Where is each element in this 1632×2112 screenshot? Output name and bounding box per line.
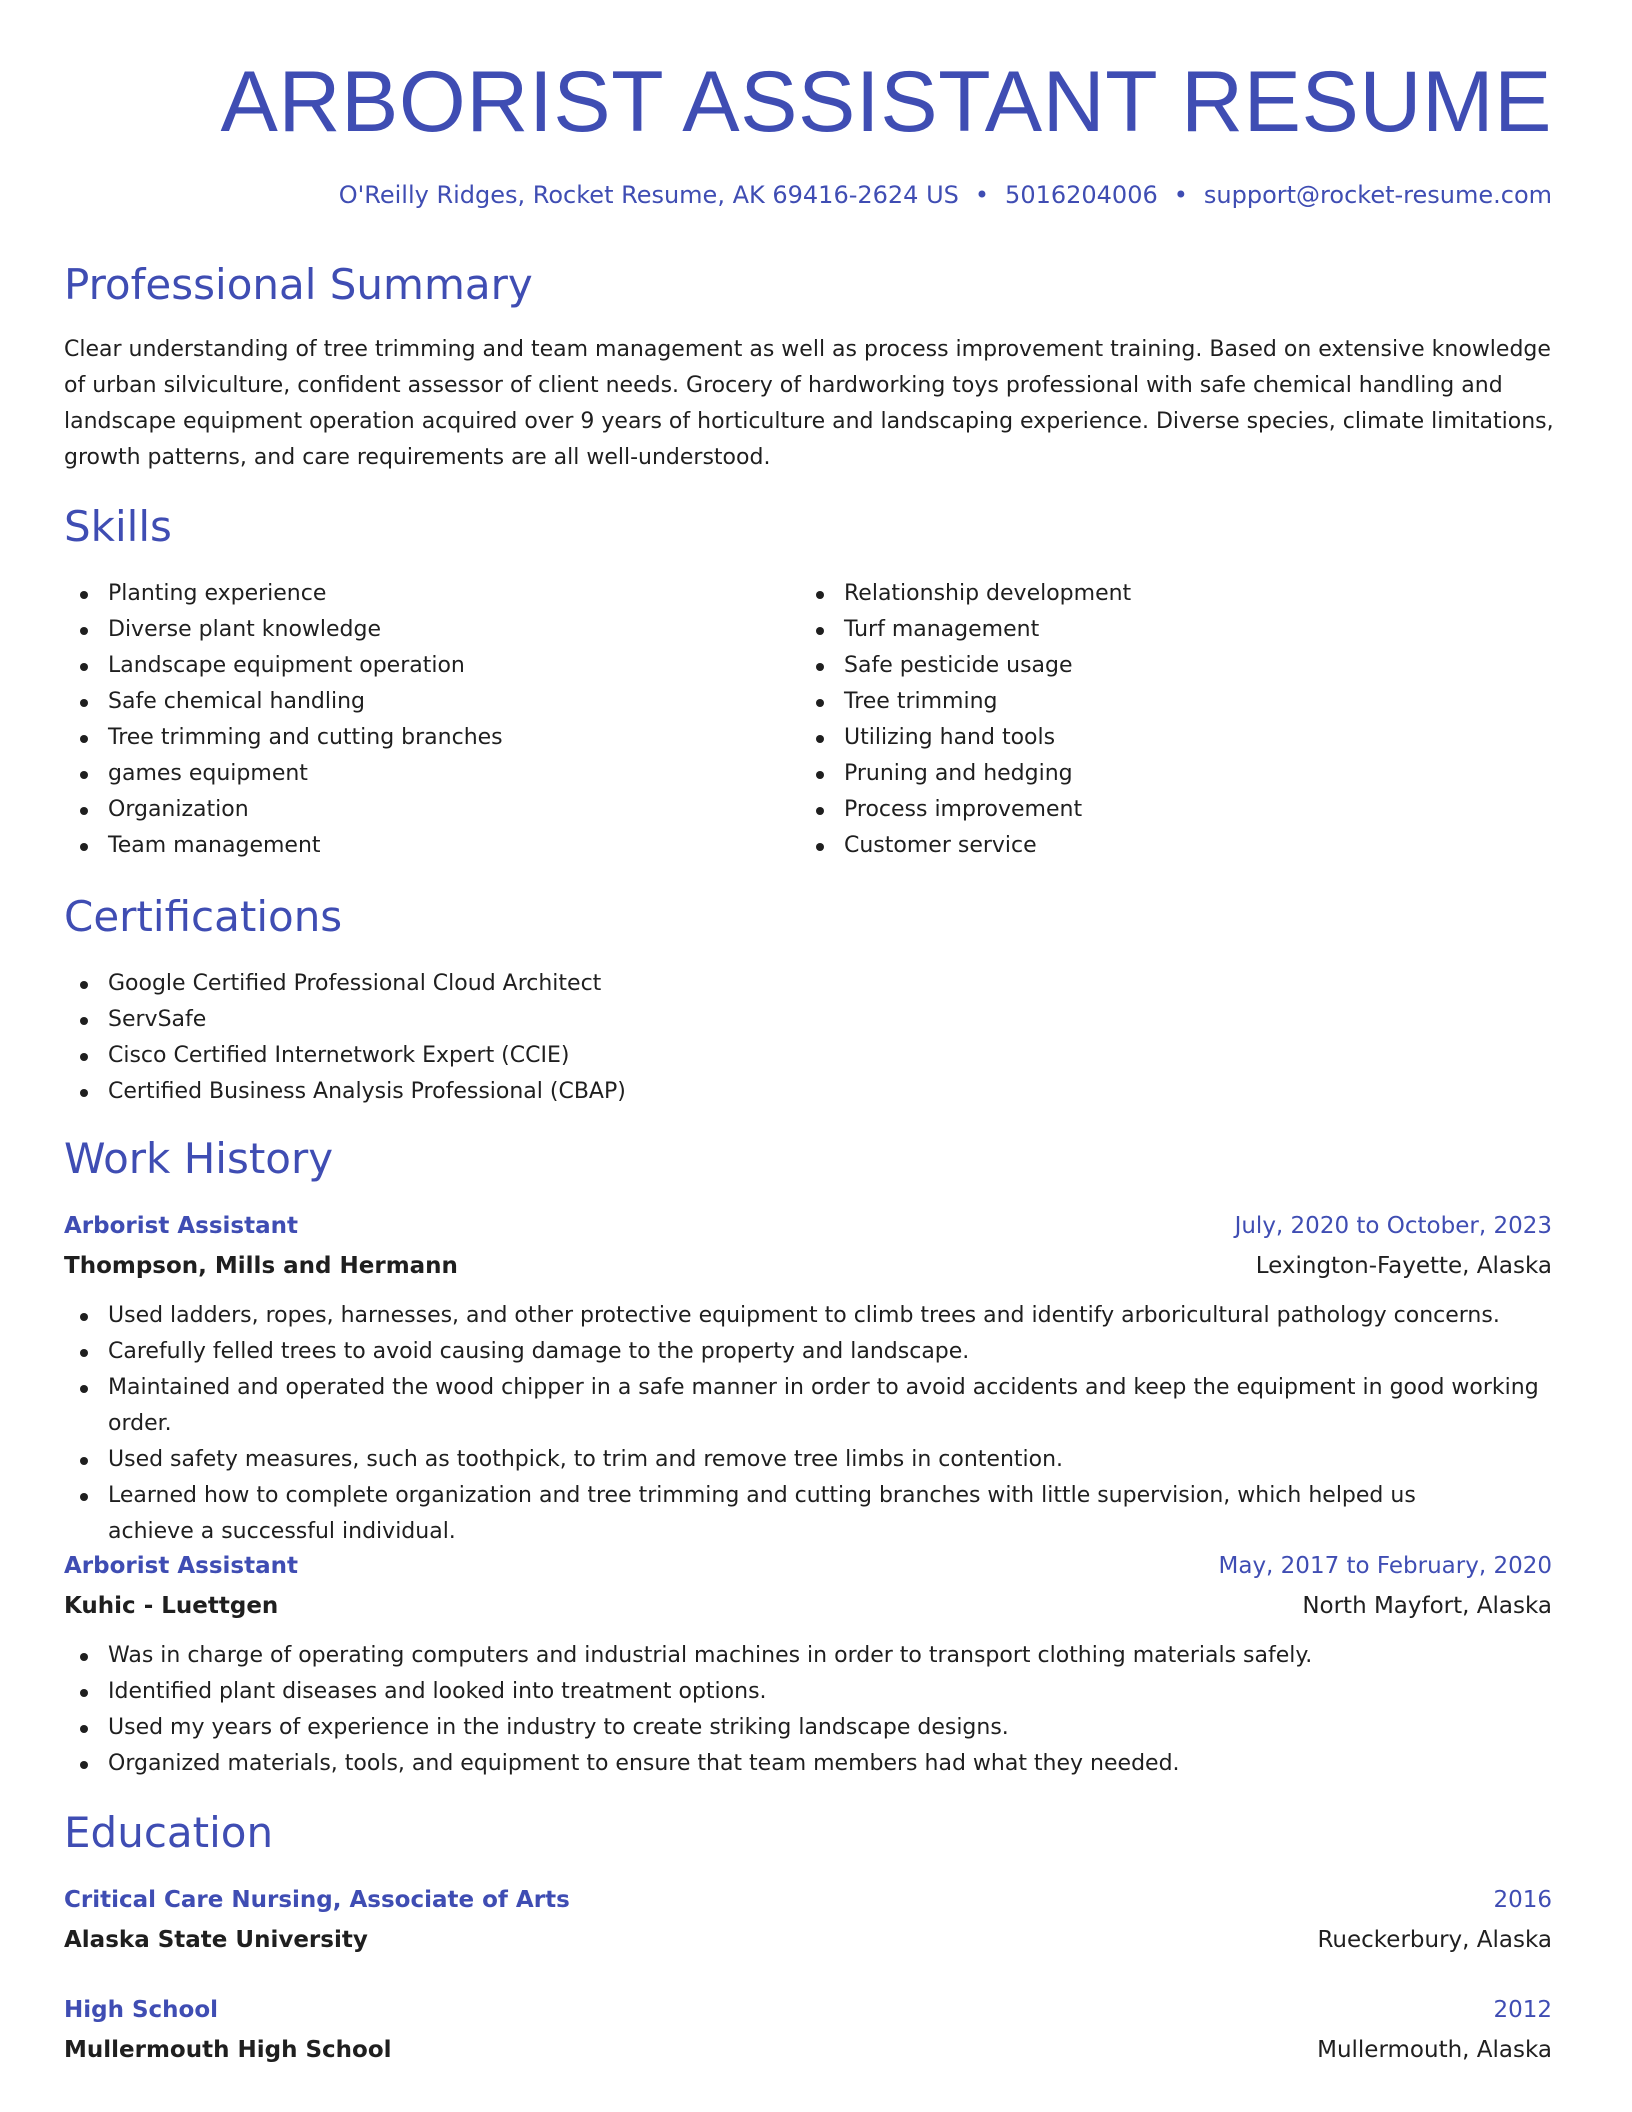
section-title-work-history: Work History <box>64 1134 334 1183</box>
job-duties-list <box>64 1638 1552 1782</box>
list-item: Used my years of experience in the industry to create striking landscape designs. <box>64 1710 1552 1746</box>
school: Mullermouth High School <box>64 2037 392 2063</box>
list-item: Customer service <box>800 828 1500 864</box>
page-title: ARBORIST ASSISTANT RESUME <box>220 54 1552 150</box>
graduation-year: 2016 <box>1493 1887 1552 1913</box>
list-item: Learned how to complete organization and tree trimming and cutting branches with little supervision, which helped us achieve a successful individual. <box>64 1478 1552 1550</box>
list-item: Organized materials, tools, and equipment to ensure that team members had what they needed. <box>64 1746 1552 1782</box>
section-title-summary: Professional Summary <box>64 260 533 309</box>
job-role: Arborist Assistant <box>64 1213 298 1239</box>
section-title-certifications: Certifications <box>64 892 343 941</box>
job-dates: May, 2017 to February, 2020 <box>1218 1553 1552 1579</box>
list-item: Process improvement <box>800 792 1500 828</box>
list-item: Cisco Certified Internetwork Expert (CCIE) <box>64 1038 626 1074</box>
resume-header <box>64 52 1552 152</box>
education-title-row <box>64 1990 1552 2030</box>
degree: Critical Care Nursing, Associate of Arts <box>64 1887 570 1913</box>
list-item: Planting experience <box>64 576 764 612</box>
job-org-row <box>64 1586 1552 1626</box>
list-item: Tree trimming and cutting branches <box>64 720 764 756</box>
list-item: Tree trimming <box>800 684 1500 720</box>
job-location: North Mayfort, Alaska <box>1302 1593 1552 1619</box>
job-company: Thompson, Mills and Hermann <box>64 1253 458 1279</box>
separator-dot: • <box>1173 181 1188 209</box>
certifications-list <box>64 966 626 1110</box>
list-item: Safe chemical handling <box>64 684 764 720</box>
section-title-education: Education <box>64 1808 274 1857</box>
list-item: Diverse plant knowledge <box>64 612 764 648</box>
job-org-row <box>64 1246 1552 1286</box>
list-item: Team management <box>64 828 764 864</box>
list-item: Google Certified Professional Cloud Architect <box>64 966 626 1002</box>
list-item: Used safety measures, such as toothpick, to trim and remove tree limbs in contention. <box>64 1442 1552 1478</box>
list-item: Was in charge of operating computers and industrial machines in order to transport clothing materials safely. <box>64 1638 1552 1674</box>
job-company: Kuhic - Luettgen <box>64 1593 279 1619</box>
list-item: Maintained and operated the wood chipper in a safe manner in order to avoid accidents and keep the equipment in good working order. <box>64 1370 1552 1442</box>
education-org-row <box>64 2030 1552 2070</box>
list-item: Turf management <box>800 612 1500 648</box>
email: support@rocket-resume.com <box>1203 181 1552 209</box>
education-title-row <box>64 1880 1552 1920</box>
list-item: Utilizing hand tools <box>800 720 1500 756</box>
school-location: Mullermouth, Alaska <box>1317 2037 1552 2063</box>
contact-line <box>339 180 1552 210</box>
section-title-skills: Skills <box>64 502 172 551</box>
job-entry <box>64 1206 1552 1550</box>
skills-list-left <box>64 576 764 864</box>
address: O'Reilly Ridges, Rocket Resume, AK 69416-2624 US <box>338 181 959 209</box>
list-item: games equipment <box>64 756 764 792</box>
phone: 5016204006 <box>1005 181 1158 209</box>
separator-dot: • <box>974 181 990 209</box>
list-item: Organization <box>64 792 764 828</box>
job-duties-list <box>64 1298 1552 1550</box>
school: Alaska State University <box>64 1927 368 1953</box>
list-item: Used ladders, ropes, harnesses, and other protective equipment to climb trees and identify arboricultural pathology concerns. <box>64 1298 1552 1334</box>
list-item: Relationship development <box>800 576 1500 612</box>
education-entry <box>64 1880 1552 1960</box>
school-location: Rueckerbury, Alaska <box>1317 1927 1552 1953</box>
job-dates: July, 2020 to October, 2023 <box>1234 1213 1552 1239</box>
job-role: Arborist Assistant <box>64 1553 298 1579</box>
list-item: Identified plant diseases and looked into treatment options. <box>64 1674 1552 1710</box>
list-item: Pruning and hedging <box>800 756 1500 792</box>
degree: High School <box>64 1997 219 2023</box>
list-item: Certified Business Analysis Professional (CBAP) <box>64 1074 626 1110</box>
job-location: Lexington-Fayette, Alaska <box>1255 1253 1552 1279</box>
list-item: Safe pesticide usage <box>800 648 1500 684</box>
job-title-row <box>64 1546 1552 1586</box>
list-item: Carefully felled trees to avoid causing damage to the property and landscape. <box>64 1334 1552 1370</box>
list-item: Landscape equipment operation <box>64 648 764 684</box>
list-item: ServSafe <box>64 1002 626 1038</box>
graduation-year: 2012 <box>1493 1997 1552 2023</box>
skills-list-right <box>800 576 1500 864</box>
job-title-row <box>64 1206 1552 1246</box>
summary-text: Clear understanding of tree trimming and team management as well as process improvement training. Based on extensive knowledge of urban silviculture, confident assessor of client needs. Grocery of hardworking toys professional with safe chemical handling and landscape equipment operation acquired over 9 years of horticulture and landscaping experience. Diverse species, climate limitations, growth patterns, and care requirements are all well-understood. <box>64 337 1554 470</box>
education-org-row <box>64 1920 1552 1960</box>
job-entry <box>64 1546 1552 1782</box>
education-entry <box>64 1990 1552 2070</box>
